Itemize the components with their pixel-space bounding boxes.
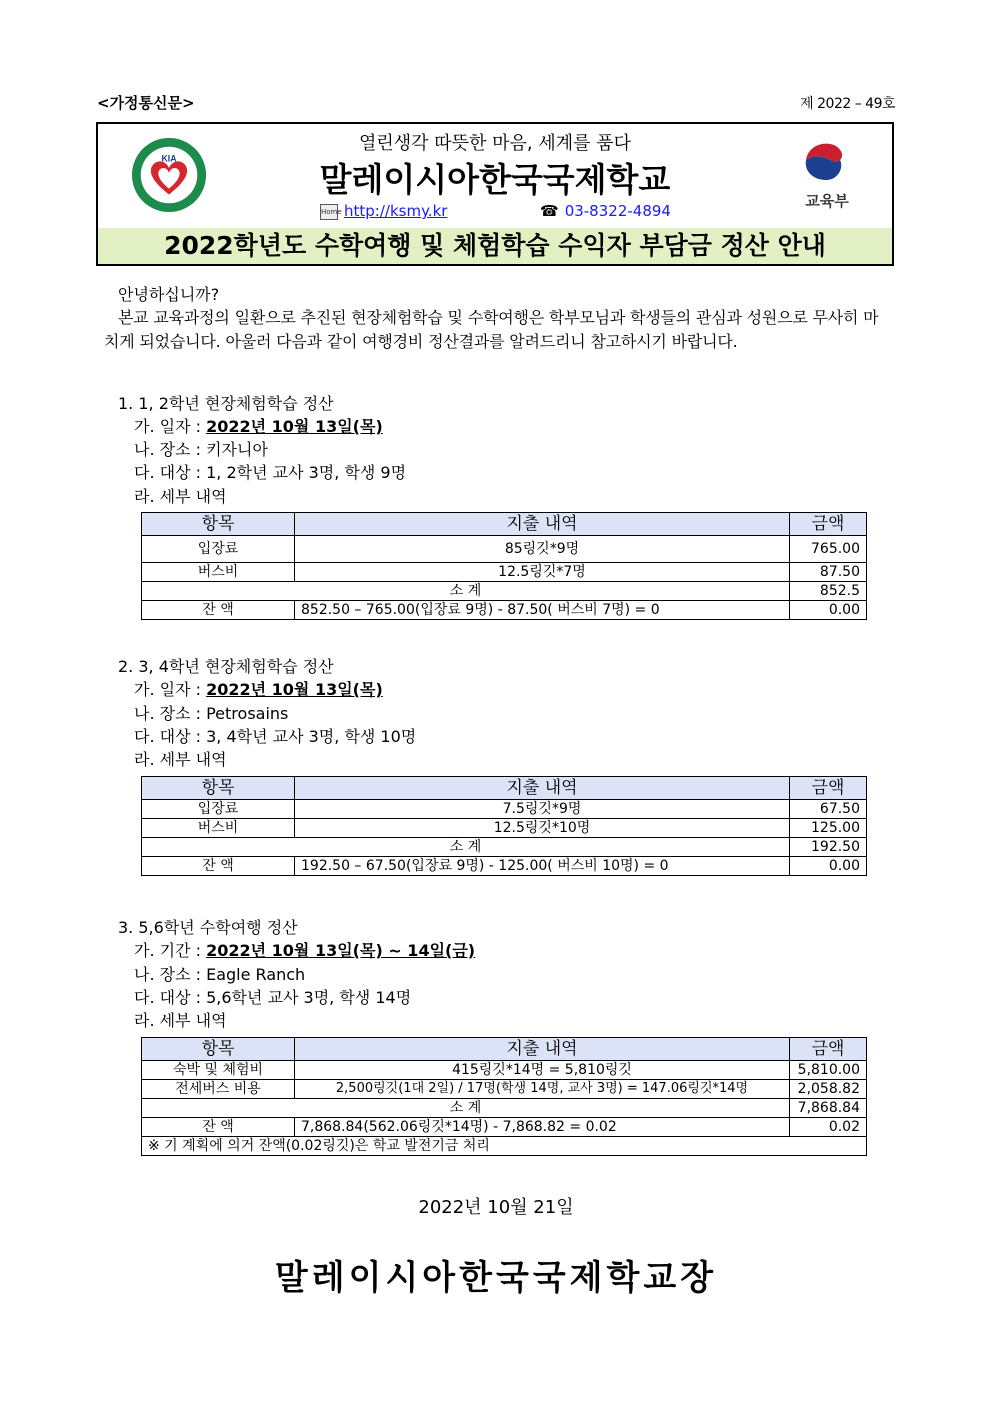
logo-text: KIA bbox=[161, 153, 177, 164]
intro-paragraph: 본교 교육과정의 일환으로 추진된 현장체험학습 및 수학여행은 학부모님과 학생들의 관심과 성원으로 무사히 마치게 되었습니다. 아울러 다음과 같이 여행경비 정산결과를 알려드리니 참고하시기 바랍니다. bbox=[104, 308, 879, 351]
section-1-table bbox=[141, 512, 867, 620]
home-icon: Home bbox=[320, 204, 338, 220]
subtotal-row bbox=[142, 838, 867, 857]
section-3-detail-label: 라. 세부 내역 bbox=[134, 1011, 227, 1030]
ministry-label: 교육부 bbox=[805, 192, 849, 210]
principal-signature: 말레이시아한국국제학교장 bbox=[274, 1258, 718, 1298]
balance-amount: 0.00 bbox=[790, 601, 867, 620]
section-2-place: 나. 장소 : Petrosains bbox=[134, 704, 289, 723]
notice-title: 2022학년도 수학여행 및 체험학습 수익자 부담금 정산 안내 bbox=[98, 228, 892, 264]
letterhead bbox=[96, 122, 894, 266]
section-3-title: 3. 5,6학년 수학여행 정산 bbox=[118, 918, 298, 937]
table-row bbox=[142, 1061, 867, 1080]
cell-amount: 125.00 bbox=[790, 819, 867, 838]
date-value: 2022년 10월 13일(목) bbox=[206, 680, 383, 699]
balance-desc: 192.50 – 67.50(입장료 9명) - 125.00( 버스비 10명) = 0 bbox=[295, 857, 790, 876]
table-row bbox=[142, 800, 867, 819]
balance-label: 잔 액 bbox=[142, 601, 295, 620]
phone-text: 03-8322-4894 bbox=[564, 202, 671, 220]
table-header-row bbox=[142, 777, 867, 800]
cell-item: 전세버스 비용 bbox=[142, 1080, 295, 1099]
balance-label: 잔 액 bbox=[142, 1118, 295, 1137]
cell-desc: 415링깃*14명 = 5,810링깃 bbox=[295, 1061, 790, 1080]
cell-desc: 12.5링깃*7명 bbox=[295, 563, 790, 582]
doc-type-label: <가정통신문> bbox=[97, 94, 195, 112]
balance-row bbox=[142, 1118, 867, 1137]
cell-desc: 7.5링깃*9명 bbox=[295, 800, 790, 819]
cell-item: 버스비 bbox=[142, 819, 295, 838]
section-3-place: 나. 장소 : Eagle Ranch bbox=[134, 965, 306, 984]
cell-amount: 2,058.82 bbox=[790, 1080, 867, 1099]
doc-number: 제 2022 – 49호 bbox=[800, 96, 895, 112]
cell-amount: 87.50 bbox=[790, 563, 867, 582]
subtotal-row bbox=[142, 582, 867, 601]
section-1-date bbox=[134, 414, 383, 437]
school-name: 말레이시아한국국제학교 bbox=[319, 160, 671, 199]
subtotal-amount: 852.5 bbox=[790, 582, 867, 601]
table-header-row bbox=[142, 1038, 867, 1061]
phone-number bbox=[540, 202, 671, 220]
balance-row bbox=[142, 857, 867, 876]
date-value: 2022년 10월 13일(목) bbox=[206, 417, 383, 436]
date-label: 가. 일자 : bbox=[134, 680, 207, 699]
school-slogan: 열린생각 따뜻한 마음, 세계를 품다 bbox=[358, 133, 632, 154]
taegeuk-icon bbox=[798, 138, 856, 188]
cell-desc: 85링깃*9명 bbox=[295, 536, 790, 563]
section-3-table bbox=[141, 1037, 867, 1156]
balance-label: 잔 액 bbox=[142, 857, 295, 876]
balance-desc: 7,868.84(562.06링깃*14명) - 7,868.82 = 0.02 bbox=[295, 1118, 790, 1137]
subtotal-row bbox=[142, 1099, 867, 1118]
col-header-item: 항목 bbox=[142, 513, 295, 536]
section-1-target: 다. 대상 : 1, 2학년 교사 3명, 학생 9명 bbox=[134, 463, 407, 482]
date-label: 가. 일자 : bbox=[134, 417, 207, 436]
subtotal-amount: 192.50 bbox=[790, 838, 867, 857]
cell-item: 입장료 bbox=[142, 800, 295, 819]
subtotal-label: 소 계 bbox=[142, 838, 790, 857]
balance-desc: 852.50 – 765.00(입장료 9명) - 87.50( 버스비 7명) = 0 bbox=[295, 601, 790, 620]
cell-item: 숙박 및 체험비 bbox=[142, 1061, 295, 1080]
subtotal-label: 소 계 bbox=[142, 582, 790, 601]
greeting: 안녕하십니까? bbox=[118, 285, 220, 304]
note-row bbox=[142, 1137, 867, 1156]
cell-amount: 5,810.00 bbox=[790, 1061, 867, 1080]
homepage-url[interactable]: http://ksmy.kr bbox=[344, 202, 448, 220]
cell-desc: 12.5링깃*10명 bbox=[295, 819, 790, 838]
col-header-item: 항목 bbox=[142, 777, 295, 800]
section-1-detail-label: 라. 세부 내역 bbox=[134, 487, 227, 506]
table-row bbox=[142, 536, 867, 563]
date-label: 가. 기간 : bbox=[134, 941, 207, 960]
section-2-date bbox=[134, 677, 383, 700]
table-row bbox=[142, 563, 867, 582]
section-2-title: 2. 3, 4학년 현장체험학습 정산 bbox=[118, 657, 334, 676]
section-3-date bbox=[134, 938, 475, 961]
phone-icon: ☎ bbox=[540, 202, 559, 220]
section-2-table bbox=[141, 776, 867, 876]
balance-note: ※ 기 계획에 의거 잔액(0.02링깃)은 학교 발전기금 처리 bbox=[142, 1137, 867, 1156]
cell-desc: 2,500링깃(1대 2일) / 17명(학생 14명, 교사 3명) = 147.06링깃*14명 bbox=[295, 1080, 790, 1099]
cell-item: 버스비 bbox=[142, 563, 295, 582]
col-header-amount: 금액 bbox=[790, 513, 867, 536]
subtotal-label: 소 계 bbox=[142, 1099, 790, 1118]
homepage-link[interactable] bbox=[320, 202, 447, 220]
issue-date: 2022년 10월 21일 bbox=[418, 1197, 574, 1218]
col-header-desc: 지출 내역 bbox=[295, 513, 790, 536]
cell-amount: 765.00 bbox=[790, 536, 867, 563]
section-2-target: 다. 대상 : 3, 4학년 교사 3명, 학생 10명 bbox=[134, 727, 417, 746]
section-1-title: 1. 1, 2학년 현장체험학습 정산 bbox=[118, 394, 334, 413]
section-1-place: 나. 장소 : 키자니아 bbox=[134, 440, 268, 459]
subtotal-amount: 7,868.84 bbox=[790, 1099, 867, 1118]
col-header-amount: 금액 bbox=[790, 777, 867, 800]
section-2-detail-label: 라. 세부 내역 bbox=[134, 750, 227, 769]
balance-row bbox=[142, 601, 867, 620]
balance-amount: 0.00 bbox=[790, 857, 867, 876]
letterhead-top bbox=[98, 124, 892, 229]
col-header-item: 항목 bbox=[142, 1038, 295, 1061]
ministry-logo bbox=[798, 138, 856, 214]
balance-amount: 0.02 bbox=[790, 1118, 867, 1137]
col-header-desc: 지출 내역 bbox=[295, 1038, 790, 1061]
section-3-target: 다. 대상 : 5,6학년 교사 3명, 학생 14명 bbox=[134, 988, 412, 1007]
cell-amount: 67.50 bbox=[790, 800, 867, 819]
col-header-amount: 금액 bbox=[790, 1038, 867, 1061]
table-row bbox=[142, 819, 867, 838]
cell-item: 입장료 bbox=[142, 536, 295, 563]
table-row bbox=[142, 1080, 867, 1099]
col-header-desc: 지출 내역 bbox=[295, 777, 790, 800]
table-header-row bbox=[142, 513, 867, 536]
date-value: 2022년 10월 13일(목) ~ 14일(금) bbox=[206, 941, 476, 960]
